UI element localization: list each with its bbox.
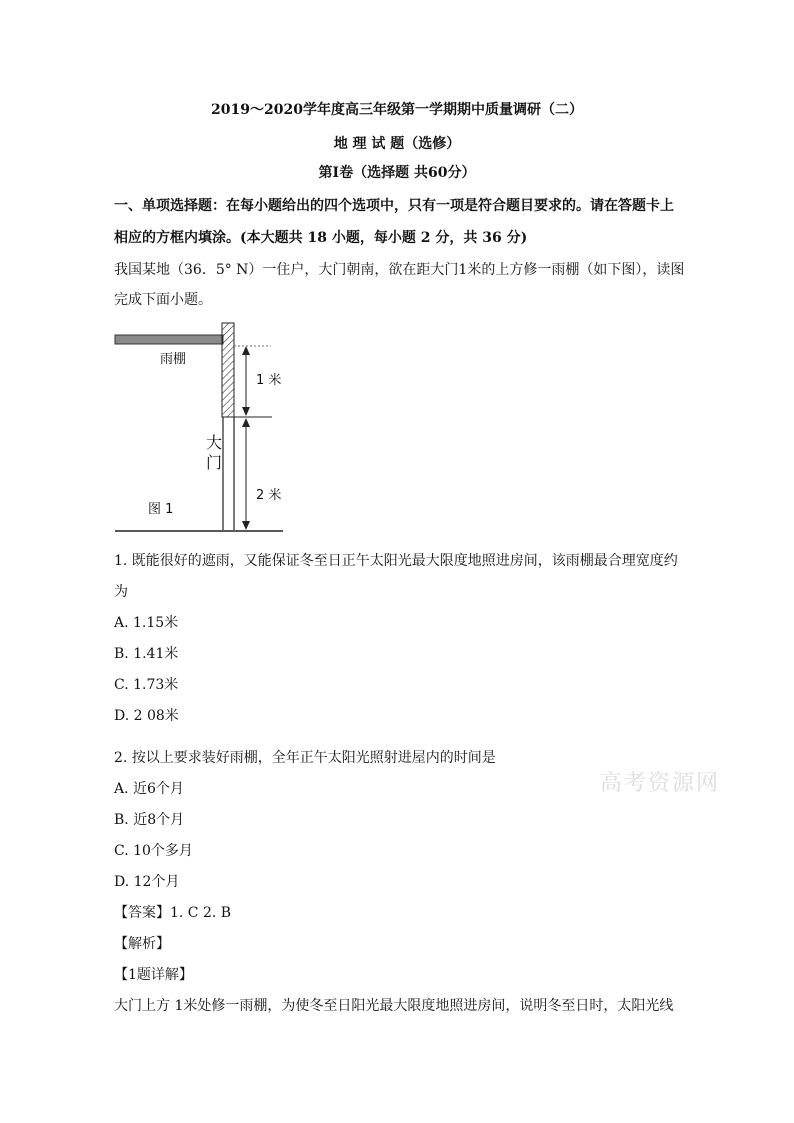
wall-segment [222,323,234,417]
intro-line2: 完成下面小题。 [114,292,212,308]
q2-option-d: D. 12个月 [114,874,180,890]
dim-label-1m: 1 米 [256,373,282,388]
figure-caption: 图 1 [148,502,174,517]
arrow-2m-up [242,418,250,427]
q2-option-c: C. 10个多月 [114,843,193,859]
q1-option-a: A. 1.15米 [114,615,179,631]
q2-option-b: B. 近8个月 [114,812,185,828]
exam-title: 2019～2020学年度高三年级第一学期期中质量调研（二） [211,102,583,118]
door-label-1: 大 [206,433,223,452]
watermark: 高考资源网 [600,771,721,796]
q1-option-d: D. 2 08米 [114,708,179,724]
detail-text: 大门上方 1米处修一雨棚，为使冬至日阳光最大限度地照进房间，说明冬至日时，太阳光线 [114,998,674,1014]
q1-stem-line2: 为 [114,584,128,600]
q1-option-b: B. 1.41米 [114,646,179,662]
q1-stem-line1: 1. 既能很好的遮雨，又能保证冬至日正午太阳光最大限度地照进房间，该雨棚最合理宽度约 [114,553,678,569]
analysis-heading: 【解析】 [114,936,170,952]
dim-label-2m: 2 米 [256,488,282,503]
canopy-label: 雨棚 [160,352,187,367]
section-heading-line2: 相应的方框内填涂。(本大题共 18 小题，每小题 2 分，共 36 分) [114,230,528,246]
canopy-slab [115,335,223,344]
door-label-2: 门 [206,453,223,472]
arrow-1m-up [242,346,250,355]
arrow-2m-down [242,521,250,530]
arrow-1m-down [242,407,250,416]
intro-line1: 我国某地（36．5° N）一住户，大门朝南，欲在距大门1米的上方修一雨棚（如下图），读图 [114,262,685,278]
section-heading-line1: 一、单项选择题：在每小题给出的四个选项中，只有一项是符合题目要求的。请在答题卡上 [114,198,674,214]
part-heading: 第Ⅰ卷（选择题 共60分） [318,165,476,181]
detail-heading: 【1题详解】 [114,967,193,983]
answer-line: 【答案】1. C 2. B [114,905,232,921]
q2-option-a: A. 近6个月 [114,781,184,797]
q1-option-c: C. 1.73米 [114,677,179,693]
exam-subtitle: 地 理 试 题（选修） [333,136,461,152]
q2-stem-line1: 2. 按以上要求装好雨棚，全年正午太阳光照射进屋内的时间是 [114,750,496,766]
figure-1-diagram [0,0,794,545]
